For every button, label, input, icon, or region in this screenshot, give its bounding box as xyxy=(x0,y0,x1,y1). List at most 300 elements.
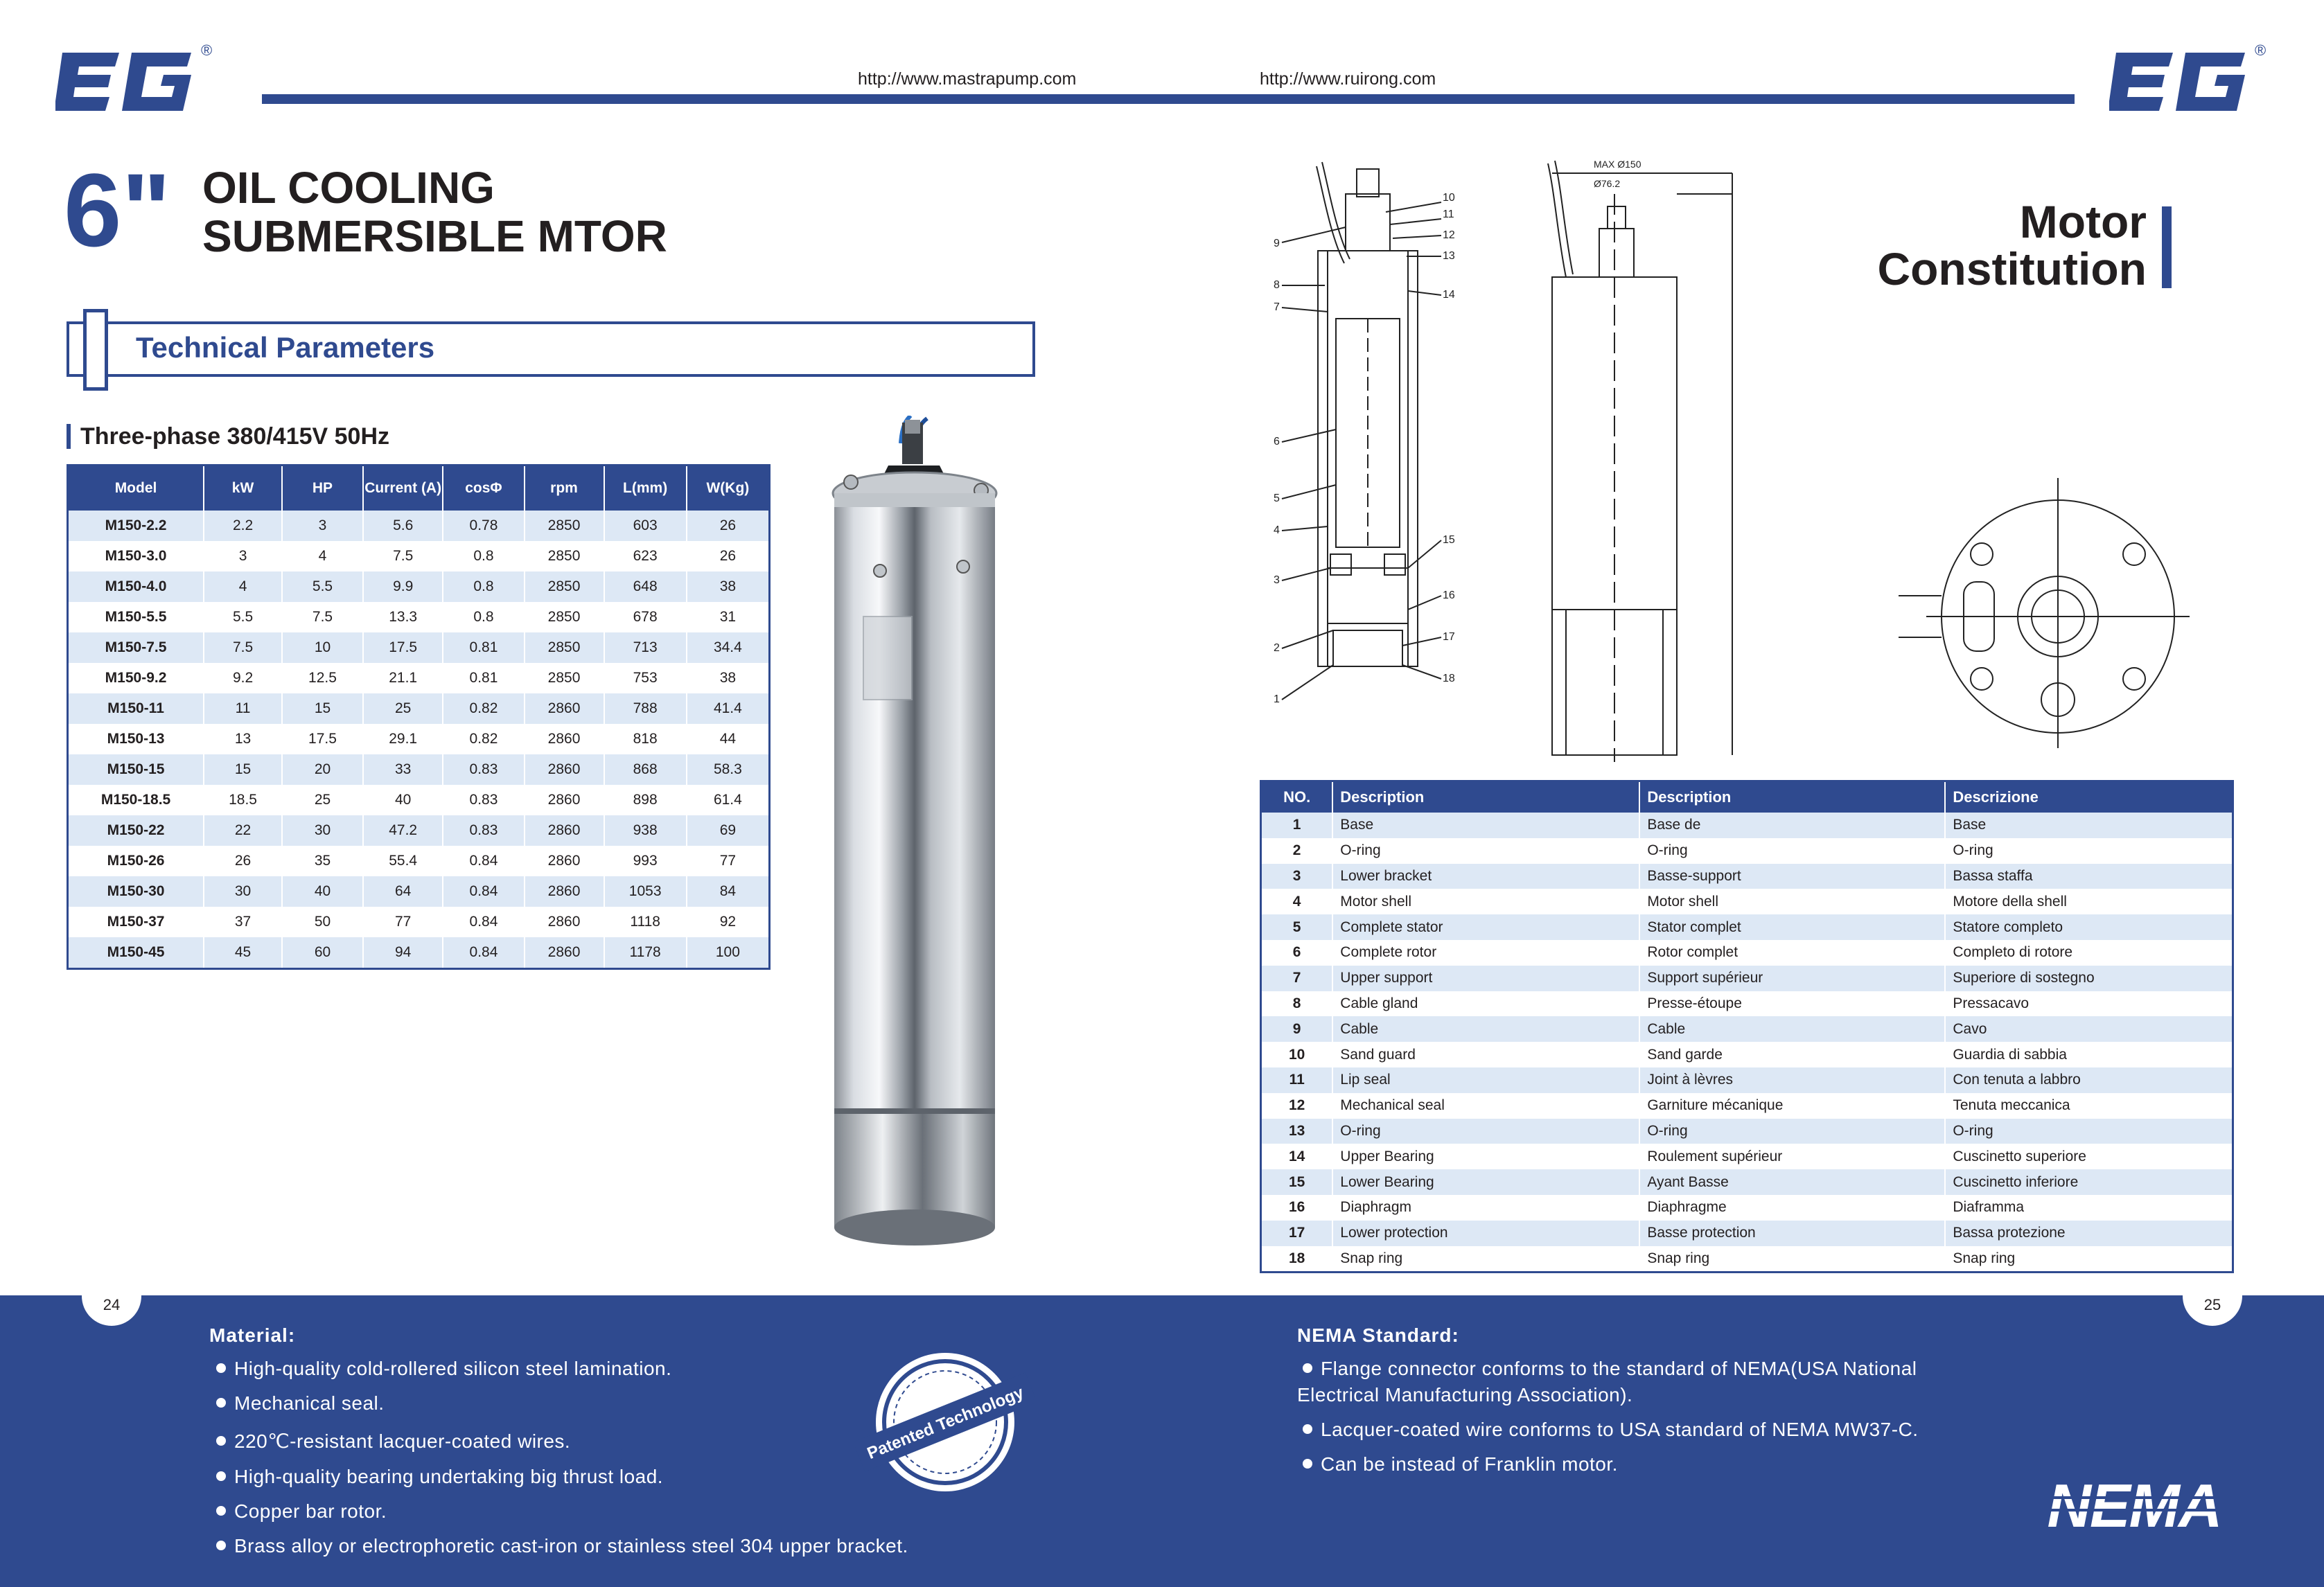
table-cell: 0.84 xyxy=(443,846,524,876)
table-header-row xyxy=(68,466,770,511)
material-item: Brass alloy or electrophoretic cast-iron or stainless steel 304 upper bracket. xyxy=(216,1535,908,1557)
table-cell: 77 xyxy=(363,907,443,937)
parts-row xyxy=(1261,1169,2233,1195)
bullet-icon xyxy=(216,1541,226,1550)
parts-row xyxy=(1261,1016,2233,1042)
table-cell: 623 xyxy=(604,541,687,571)
part-description-cell: Sand garde xyxy=(1639,1042,1945,1067)
part-description-cell: Garniture mécanique xyxy=(1639,1093,1945,1119)
part-description-cell: Complete rotor xyxy=(1332,940,1639,966)
table-cell: 12.5 xyxy=(282,663,363,693)
callout-2: 2 xyxy=(1274,642,1280,654)
table-cell: 1053 xyxy=(604,876,687,907)
table-cell: 22 xyxy=(204,815,282,846)
technical-parameters-table xyxy=(67,464,771,970)
callout-18: 18 xyxy=(1443,673,1455,684)
technical-parameters-heading: Technical Parameters xyxy=(136,331,435,364)
part-description-cell: O-ring xyxy=(1639,1119,1945,1144)
table-cell: 30 xyxy=(204,876,282,907)
eg-logo-left xyxy=(55,47,198,116)
model-cell: M150-2.2 xyxy=(68,511,204,541)
table-cell: 898 xyxy=(604,785,687,815)
callout-14: 14 xyxy=(1443,289,1455,301)
table-cell: 0.81 xyxy=(443,663,524,693)
part-description-cell: Base xyxy=(1332,813,1639,838)
table-cell: 4 xyxy=(204,571,282,602)
table-cell: 678 xyxy=(604,602,687,632)
table-cell: 2.2 xyxy=(204,511,282,541)
model-cell: M150-26 xyxy=(68,846,204,876)
table-cell: 38 xyxy=(687,663,770,693)
part-number-cell: 16 xyxy=(1261,1195,1333,1221)
nema-item-2: Lacquer-coated wire conforms to USA standard of NEMA MW37-C. xyxy=(1303,1419,1919,1441)
table-cell: 47.2 xyxy=(363,815,443,846)
parts-row xyxy=(1261,1119,2233,1144)
table-cell: 868 xyxy=(604,754,687,785)
table-cell: 2850 xyxy=(525,571,604,602)
model-cell: M150-4.0 xyxy=(68,571,204,602)
table-cell: 26 xyxy=(687,541,770,571)
part-description-cell: Lower bracket xyxy=(1332,864,1639,889)
table-cell: 648 xyxy=(604,571,687,602)
table-row xyxy=(68,541,770,571)
part-description-cell: Completo di rotore xyxy=(1945,940,2233,966)
model-cell: M150-9.2 xyxy=(68,663,204,693)
table-cell: 0.8 xyxy=(443,571,524,602)
table-cell: 15 xyxy=(204,754,282,785)
part-description-cell: Lip seal xyxy=(1332,1067,1639,1093)
table-cell: 2860 xyxy=(525,754,604,785)
part-description-cell: Cuscinetto superiore xyxy=(1945,1144,2233,1169)
table-row xyxy=(68,663,770,693)
part-description-cell: Base xyxy=(1945,813,2233,838)
callout-9: 9 xyxy=(1274,238,1280,249)
table-row xyxy=(68,846,770,876)
part-description-cell: Lower protection xyxy=(1332,1221,1639,1246)
table-cell: 7.5 xyxy=(282,602,363,632)
table-cell: 40 xyxy=(282,876,363,907)
table-cell: 2850 xyxy=(525,602,604,632)
part-description-cell: Snap ring xyxy=(1332,1246,1639,1273)
parts-row xyxy=(1261,940,2233,966)
column-header: rpm xyxy=(525,466,604,511)
column-header: kW xyxy=(204,466,282,511)
table-row xyxy=(68,937,770,969)
part-description-cell: Snap ring xyxy=(1639,1246,1945,1273)
material-item: Mechanical seal. xyxy=(216,1392,385,1415)
table-cell: 50 xyxy=(282,907,363,937)
table-cell: 55.4 xyxy=(363,846,443,876)
patented-technology-seal xyxy=(855,1342,1035,1502)
callout-12: 12 xyxy=(1443,229,1455,241)
part-description-cell: Diaphragme xyxy=(1639,1195,1945,1221)
parts-column-header: Descrizione xyxy=(1945,781,2233,813)
part-description-cell: O-ring xyxy=(1945,1119,2233,1144)
table-cell: 938 xyxy=(604,815,687,846)
registered-mark-right: ® xyxy=(2255,42,2266,59)
motor-constitution-heading xyxy=(1877,198,2147,292)
table-row xyxy=(68,785,770,815)
parts-table xyxy=(1260,780,2234,1273)
table-row xyxy=(68,754,770,785)
part-description-cell: Base de xyxy=(1639,813,1945,838)
parts-row xyxy=(1261,1042,2233,1067)
table-cell: 30 xyxy=(282,815,363,846)
parts-row xyxy=(1261,838,2233,864)
table-row xyxy=(68,907,770,937)
part-number-cell: 9 xyxy=(1261,1016,1333,1042)
model-cell: M150-15 xyxy=(68,754,204,785)
table-cell: 2860 xyxy=(525,876,604,907)
bullet-icon xyxy=(216,1471,226,1481)
table-cell: 0.81 xyxy=(443,632,524,663)
bullet-icon xyxy=(216,1506,226,1516)
nema-logo xyxy=(2023,1478,2245,1535)
dim-shaft-diameter: Ø76.2 xyxy=(1594,178,1621,189)
table-cell: 77 xyxy=(687,846,770,876)
table-cell: 100 xyxy=(687,937,770,969)
table-cell: 0.83 xyxy=(443,815,524,846)
part-description-cell: Presse-étoupe xyxy=(1639,991,1945,1017)
parts-header-row xyxy=(1261,781,2233,813)
callout-8: 8 xyxy=(1274,279,1280,291)
table-cell: 0.84 xyxy=(443,937,524,969)
part-number-cell: 14 xyxy=(1261,1144,1333,1169)
table-cell: 0.78 xyxy=(443,511,524,541)
eg-logo-right xyxy=(2109,47,2252,116)
part-number-cell: 17 xyxy=(1261,1221,1333,1246)
part-number-cell: 18 xyxy=(1261,1246,1333,1273)
part-number-cell: 4 xyxy=(1261,889,1333,914)
part-description-cell: Cable gland xyxy=(1332,991,1639,1017)
part-description-cell: Basse-support xyxy=(1639,864,1945,889)
bullet-icon xyxy=(1303,1363,1312,1373)
bullet-icon xyxy=(216,1436,226,1446)
part-description-cell: Superiore di sostegno xyxy=(1945,966,2233,991)
part-description-cell: Support supérieur xyxy=(1639,966,1945,991)
part-description-cell: Roulement supérieur xyxy=(1639,1144,1945,1169)
part-number-cell: 6 xyxy=(1261,940,1333,966)
parts-row xyxy=(1261,991,2233,1017)
model-cell: M150-30 xyxy=(68,876,204,907)
nema-item-3: Can be instead of Franklin motor. xyxy=(1303,1453,1618,1475)
table-cell: 3 xyxy=(282,511,363,541)
part-description-cell: O-ring xyxy=(1945,838,2233,864)
part-description-cell: Rotor complet xyxy=(1639,940,1945,966)
nema-item-1: Flange connector conforms to the standard of NEMA(USA National xyxy=(1303,1358,1917,1380)
table-cell: 25 xyxy=(363,693,443,724)
column-header: cosΦ xyxy=(443,466,524,511)
callout-16: 16 xyxy=(1443,589,1455,601)
table-cell: 21.1 xyxy=(363,663,443,693)
table-cell: 11 xyxy=(204,693,282,724)
part-description-cell: Diaphragm xyxy=(1332,1195,1639,1221)
table-cell: 94 xyxy=(363,937,443,969)
callout-17: 17 xyxy=(1443,631,1455,643)
parts-row xyxy=(1261,1144,2233,1169)
table-cell: 35 xyxy=(282,846,363,876)
table-cell: 4 xyxy=(282,541,363,571)
part-number-cell: 11 xyxy=(1261,1067,1333,1093)
parts-column-header: Description xyxy=(1639,781,1945,813)
nema-item-1-continued: Electrical Manufacturing Association). xyxy=(1297,1384,1633,1406)
parts-column-header: NO. xyxy=(1261,781,1333,813)
part-number-cell: 7 xyxy=(1261,966,1333,991)
material-item: High-quality cold-rollered silicon steel lamination. xyxy=(216,1358,671,1380)
title-line-2: SUBMERSIBLE MTOR xyxy=(202,211,667,261)
part-description-cell: Motor shell xyxy=(1332,889,1639,914)
bullet-icon xyxy=(1303,1459,1312,1469)
table-cell: 603 xyxy=(604,511,687,541)
part-number-cell: 15 xyxy=(1261,1169,1333,1195)
part-number-cell: 3 xyxy=(1261,864,1333,889)
table-cell: 713 xyxy=(604,632,687,663)
table-cell: 31 xyxy=(687,602,770,632)
model-cell: M150-7.5 xyxy=(68,632,204,663)
table-row xyxy=(68,693,770,724)
part-description-cell: Joint à lèvres xyxy=(1639,1067,1945,1093)
column-header: Model xyxy=(68,466,204,511)
table-cell: 1118 xyxy=(604,907,687,937)
table-cell: 26 xyxy=(687,511,770,541)
table-cell: 2860 xyxy=(525,907,604,937)
table-cell: 0.83 xyxy=(443,754,524,785)
part-description-cell: Sand guard xyxy=(1332,1042,1639,1067)
table-cell: 7.5 xyxy=(204,632,282,663)
table-cell: 18.5 xyxy=(204,785,282,815)
dim-max-diameter: MAX Ø150 xyxy=(1594,159,1641,170)
table-cell: 2860 xyxy=(525,846,604,876)
table-cell: 818 xyxy=(604,724,687,754)
material-item: High-quality bearing undertaking big thrust load. xyxy=(216,1466,663,1488)
part-description-cell: O-ring xyxy=(1332,838,1639,864)
table-cell: 5.6 xyxy=(363,511,443,541)
part-description-cell: Bassa protezione xyxy=(1945,1221,2233,1246)
table-cell: 7.5 xyxy=(363,541,443,571)
model-cell: M150-18.5 xyxy=(68,785,204,815)
table-cell: 2860 xyxy=(525,785,604,815)
table-cell: 69 xyxy=(687,815,770,846)
callout-1: 1 xyxy=(1274,693,1280,705)
seal-text: Patented Technology xyxy=(864,1383,1027,1464)
table-cell: 2850 xyxy=(525,663,604,693)
part-description-cell: Complete stator xyxy=(1332,914,1639,940)
table-cell: 2850 xyxy=(525,632,604,663)
part-description-cell: Con tenuta a labbro xyxy=(1945,1067,2233,1093)
table-cell: 2850 xyxy=(525,511,604,541)
table-cell: 0.84 xyxy=(443,907,524,937)
part-description-cell: Ayant Basse xyxy=(1639,1169,1945,1195)
part-description-cell: Tenuta meccanica xyxy=(1945,1093,2233,1119)
table-cell: 26 xyxy=(204,846,282,876)
table-cell: 5.5 xyxy=(204,602,282,632)
table-cell: 45 xyxy=(204,937,282,969)
page-title xyxy=(202,163,667,260)
callout-13: 13 xyxy=(1443,250,1455,262)
table-cell: 788 xyxy=(604,693,687,724)
model-cell: M150-3.0 xyxy=(68,541,204,571)
table-row xyxy=(68,815,770,846)
part-description-cell: O-ring xyxy=(1332,1119,1639,1144)
table-cell: 9.2 xyxy=(204,663,282,693)
table-cell: 84 xyxy=(687,876,770,907)
bullet-icon xyxy=(216,1398,226,1408)
table-row xyxy=(68,632,770,663)
material-heading: Material: xyxy=(209,1324,296,1346)
table-cell: 40 xyxy=(363,785,443,815)
part-number-cell: 2 xyxy=(1261,838,1333,864)
table-cell: 64 xyxy=(363,876,443,907)
model-cell: M150-22 xyxy=(68,815,204,846)
table-row xyxy=(68,876,770,907)
column-header: L(mm) xyxy=(604,466,687,511)
part-description-cell: Diaframma xyxy=(1945,1195,2233,1221)
part-number-cell: 8 xyxy=(1261,991,1333,1017)
page-number-left: 24 xyxy=(82,1290,141,1326)
part-number-cell: 5 xyxy=(1261,914,1333,940)
table-cell: 2860 xyxy=(525,937,604,969)
callout-4: 4 xyxy=(1274,524,1280,536)
table-cell: 0.82 xyxy=(443,693,524,724)
part-description-cell: Stator complet xyxy=(1639,914,1945,940)
part-description-cell: Cable xyxy=(1639,1016,1945,1042)
part-number-cell: 10 xyxy=(1261,1042,1333,1067)
part-number-cell: 1 xyxy=(1261,813,1333,838)
table-cell: 33 xyxy=(363,754,443,785)
part-description-cell: Mechanical seal xyxy=(1332,1093,1639,1119)
url-right[interactable]: http://www.ruirong.com xyxy=(1260,69,1436,89)
parts-column-header: Description xyxy=(1332,781,1639,813)
table-cell: 17.5 xyxy=(282,724,363,754)
url-left[interactable]: http://www.mastrapump.com xyxy=(858,69,1077,89)
table-cell: 0.8 xyxy=(443,602,524,632)
motor-photo xyxy=(825,416,1005,1254)
part-number-cell: 12 xyxy=(1261,1093,1333,1119)
table-cell: 38 xyxy=(687,571,770,602)
table-cell: 29.1 xyxy=(363,724,443,754)
part-description-cell: O-ring xyxy=(1639,838,1945,864)
table-cell: 1178 xyxy=(604,937,687,969)
part-description-cell: Motor shell xyxy=(1639,889,1945,914)
table-cell: 993 xyxy=(604,846,687,876)
model-cell: M150-13 xyxy=(68,724,204,754)
parts-row xyxy=(1261,1221,2233,1246)
callout-7: 7 xyxy=(1274,301,1280,313)
nema-logo-text: NEMA xyxy=(2047,1478,2221,1535)
part-description-cell: Guardia di sabbia xyxy=(1945,1042,2233,1067)
table-row xyxy=(68,724,770,754)
part-description-cell: Snap ring xyxy=(1945,1246,2233,1273)
table-cell: 5.5 xyxy=(282,571,363,602)
table-row xyxy=(68,602,770,632)
callout-3: 3 xyxy=(1274,574,1280,586)
parts-row xyxy=(1261,864,2233,889)
bullet-icon xyxy=(1303,1424,1312,1434)
table-cell: 2860 xyxy=(525,815,604,846)
table-row xyxy=(68,511,770,541)
table-cell: 44 xyxy=(687,724,770,754)
parts-row xyxy=(1261,1093,2233,1119)
column-header: W(Kg) xyxy=(687,466,770,511)
part-description-cell: Cavo xyxy=(1945,1016,2233,1042)
table-cell: 37 xyxy=(204,907,282,937)
parts-row xyxy=(1261,966,2233,991)
part-description-cell: Upper support xyxy=(1332,966,1639,991)
material-item: 220℃-resistant lacquer-coated wires. xyxy=(216,1430,570,1453)
table-cell: 2850 xyxy=(525,541,604,571)
table-cell: 60 xyxy=(282,937,363,969)
title-line-1: OIL COOLING xyxy=(202,163,495,213)
part-description-cell: Cuscinetto inferiore xyxy=(1945,1169,2233,1195)
voltage-subheading: Three-phase 380/415V 50Hz xyxy=(67,424,389,449)
table-cell: 34.4 xyxy=(687,632,770,663)
technical-parameters-tab-marker xyxy=(83,309,108,391)
part-description-cell: Cable xyxy=(1332,1016,1639,1042)
motor-constitution-accent-bar xyxy=(2162,206,2172,288)
callout-15: 15 xyxy=(1443,534,1455,546)
parts-row xyxy=(1261,1246,2233,1273)
table-row xyxy=(68,571,770,602)
table-cell: 25 xyxy=(282,785,363,815)
table-cell: 9.9 xyxy=(363,571,443,602)
table-cell: 0.83 xyxy=(443,785,524,815)
bullet-icon xyxy=(216,1363,226,1373)
table-cell: 58.3 xyxy=(687,754,770,785)
parts-row xyxy=(1261,889,2233,914)
callout-10: 10 xyxy=(1443,192,1455,204)
nema-heading: NEMA Standard: xyxy=(1297,1324,1459,1346)
part-description-cell: Statore completo xyxy=(1945,914,2233,940)
model-cell: M150-45 xyxy=(68,937,204,969)
table-cell: 41.4 xyxy=(687,693,770,724)
motor-constitution-line-1: Motor xyxy=(2019,196,2147,247)
table-cell: 0.82 xyxy=(443,724,524,754)
part-description-cell: Lower Bearing xyxy=(1332,1169,1639,1195)
part-description-cell: Bassa staffa xyxy=(1945,864,2233,889)
table-cell: 2860 xyxy=(525,693,604,724)
table-cell: 61.4 xyxy=(687,785,770,815)
model-cell: M150-37 xyxy=(68,907,204,937)
page-number-right: 25 xyxy=(2183,1290,2242,1326)
table-cell: 92 xyxy=(687,907,770,937)
table-cell: 15 xyxy=(282,693,363,724)
header-rule xyxy=(262,94,2075,104)
part-description-cell: Basse protection xyxy=(1639,1221,1945,1246)
column-header: Current (A) xyxy=(363,466,443,511)
callout-5: 5 xyxy=(1274,493,1280,504)
table-cell: 3 xyxy=(204,541,282,571)
column-header: HP xyxy=(282,466,363,511)
table-cell: 0.8 xyxy=(443,541,524,571)
part-description-cell: Upper Bearing xyxy=(1332,1144,1639,1169)
part-description-cell: Pressacavo xyxy=(1945,991,2233,1017)
table-cell: 0.84 xyxy=(443,876,524,907)
parts-row xyxy=(1261,914,2233,940)
parts-row xyxy=(1261,1195,2233,1221)
material-item: Copper bar rotor. xyxy=(216,1500,387,1523)
table-cell: 13.3 xyxy=(363,602,443,632)
parts-row xyxy=(1261,1067,2233,1093)
parts-row xyxy=(1261,813,2233,838)
table-cell: 2860 xyxy=(525,724,604,754)
part-description-cell: Motore della shell xyxy=(1945,889,2233,914)
model-cell: M150-5.5 xyxy=(68,602,204,632)
table-cell: 20 xyxy=(282,754,363,785)
callout-6: 6 xyxy=(1274,436,1280,447)
table-cell: 753 xyxy=(604,663,687,693)
registered-mark-left: ® xyxy=(201,42,213,59)
motor-constitution-line-2: Constitution xyxy=(1877,243,2147,294)
